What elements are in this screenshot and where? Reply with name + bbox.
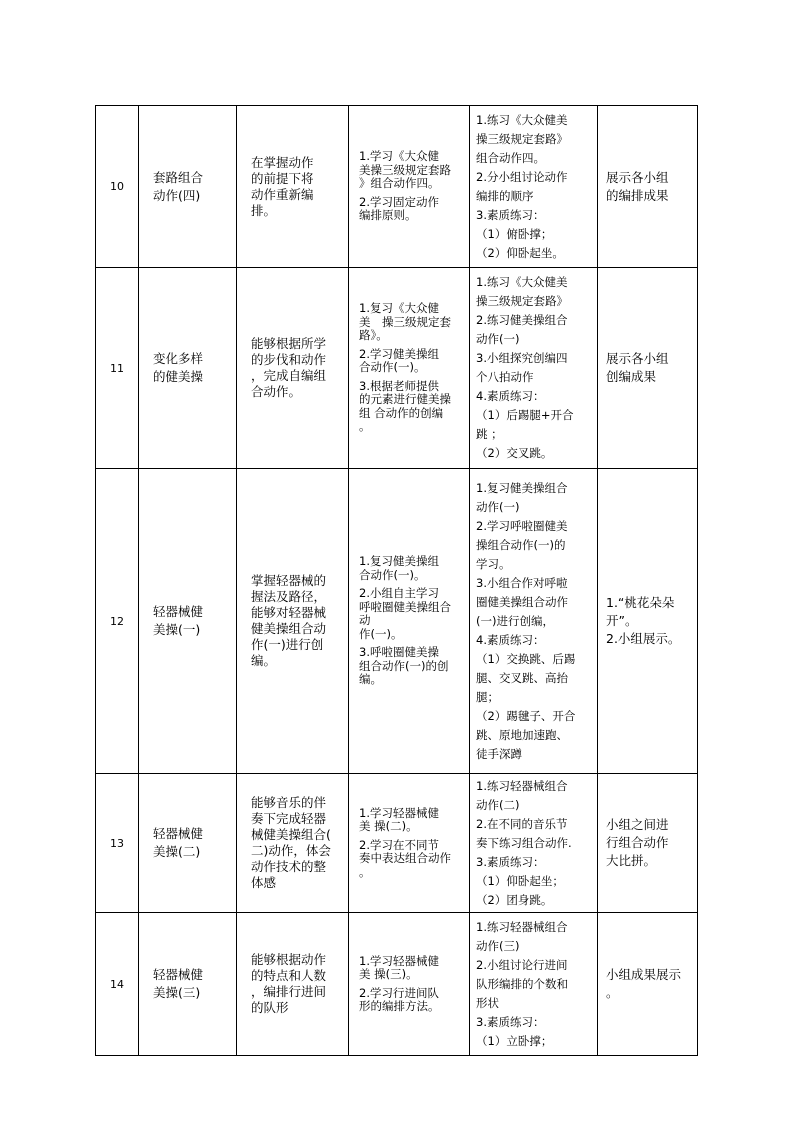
cell-line: 美操(二): [153, 844, 201, 859]
cell-line: （2）团身跳。: [476, 892, 553, 907]
unit-title: [139, 469, 237, 774]
lesson-content: [349, 469, 470, 774]
lesson-content: [349, 913, 470, 1056]
cell-line: 美操(一): [153, 622, 201, 637]
cell-line: 个八拍动作: [476, 370, 534, 384]
cell-line: 腿；: [476, 689, 499, 704]
cell-line: 械健美操组合(: [251, 827, 331, 842]
lesson-number: 14: [96, 913, 139, 1056]
cell-line: 1.复习健美操组合: [476, 480, 568, 495]
table-row: [96, 913, 698, 1056]
cell-line: 奏下完成轻器: [251, 811, 327, 826]
cell-line: 4.素质练习：: [476, 389, 545, 403]
cell-line: 3.根据老师提供: [359, 378, 439, 393]
cell-line: 美 操(二)。: [359, 819, 418, 834]
unit-title: [139, 774, 237, 913]
table-row: [96, 774, 698, 913]
cell-line: 3.素质练习：: [476, 1014, 545, 1029]
cell-line: 小组之间进: [606, 817, 669, 832]
cell-line: 》组合动作四。: [359, 176, 440, 191]
cell-line: 学习。: [476, 556, 511, 571]
cell-line: 掌握轻器械的: [251, 573, 327, 588]
cell-line: 操三级规定套路》: [476, 294, 568, 308]
cell-line: 动: [359, 613, 371, 628]
cell-line: （1）后踢腿+开合: [476, 408, 574, 422]
cell-line: 1.练习轻器械组合: [476, 919, 568, 934]
cell-line: 合动作。: [251, 384, 302, 399]
cell-line: 3.呼啦圈健美操: [359, 645, 439, 660]
cell-line: 美 操(三)。: [359, 967, 418, 981]
cell-line: 编排的顺序: [476, 188, 534, 203]
cell-line: 的特点和人数: [251, 968, 327, 983]
cell-line: 动作(四): [153, 187, 201, 203]
cell-line: 编排原则。: [359, 208, 417, 223]
cell-line: 排。: [251, 202, 277, 218]
cell-line: 。: [359, 419, 371, 434]
cell-line: 握法及路径，: [251, 589, 327, 604]
cell-line: 动作(三): [476, 938, 520, 953]
cell-line: （1）仰卧起坐；: [476, 873, 564, 888]
cell-line: 套路组合: [153, 169, 204, 185]
cell-line: 1.“桃花朵朵: [606, 595, 675, 610]
cell-line: 能够根据所学: [251, 336, 327, 351]
teaching-method: [470, 774, 598, 913]
cell-line: 。: [359, 864, 371, 879]
teaching-method: [470, 106, 598, 268]
cell-line: 2.小组展示。: [606, 631, 681, 646]
cell-line: 编。: [359, 672, 382, 687]
cell-line: 形的编排方法。: [359, 999, 440, 1013]
evaluation: [598, 268, 698, 469]
cell-line: 作(一)进行创: [251, 637, 324, 652]
evaluation: [598, 469, 698, 774]
cell-line: 能够对轻器械: [251, 605, 327, 620]
cell-line: 2.在不同的音乐节: [476, 816, 568, 831]
cell-line: (一)进行创编，: [476, 613, 554, 628]
cell-line: ，编排行进间: [251, 984, 327, 999]
cell-line: 2.学习健美操组: [359, 346, 439, 361]
learning-goal: [237, 774, 349, 913]
cell-line: 2.学习在不同节: [359, 837, 439, 852]
cell-line: 奏中表达组合动作: [359, 851, 451, 866]
cell-line: （1）交换跳、后踢: [476, 651, 576, 666]
table-row: [96, 106, 698, 268]
cell-line: 2.小组自主学习: [359, 586, 439, 601]
cell-line: 创编成果: [606, 369, 657, 384]
cell-line: 1.复习《大众健: [359, 301, 439, 316]
cell-line: 的编排成果: [606, 187, 669, 203]
cell-line: 操组合动作(一)的: [476, 537, 566, 552]
cell-line: 跳、原地加速跑、: [476, 727, 568, 742]
lesson-content: [349, 268, 470, 469]
cell-line: 二)动作，体会: [251, 843, 331, 858]
cell-line: 1.复习健美操组: [359, 554, 439, 569]
cell-line: （2）交叉跳。: [476, 446, 553, 460]
cell-line: 动作(一): [476, 499, 520, 514]
lesson-content: [349, 774, 470, 913]
cell-line: 作(一)。: [359, 626, 403, 641]
cell-line: 动作重新编: [251, 186, 314, 202]
cell-line: 组合动作四。: [476, 150, 545, 165]
cell-line: 的步伐和动作: [251, 352, 327, 367]
evaluation: [598, 106, 698, 268]
cell-line: 动作技术的整: [251, 859, 327, 874]
cell-line: 3.小组探究创编四: [476, 351, 568, 365]
cell-line: 变化多样: [153, 351, 204, 366]
cell-line: 的健美操: [153, 369, 204, 384]
cell-line: 体感: [251, 875, 277, 890]
cell-line: 动作(一): [476, 332, 520, 346]
learning-goal: [237, 469, 349, 774]
cell-line: 呼啦圈健美操组合: [359, 599, 451, 614]
cell-line: 展示各小组: [606, 169, 669, 185]
cell-line: 美 操三级规定套: [359, 314, 451, 329]
unit-title: [139, 268, 237, 469]
cell-line: 轻器械健: [153, 967, 204, 982]
cell-line: 2.学习固定动作: [359, 194, 439, 209]
evaluation: [598, 774, 698, 913]
cell-line: 奏下练习组合动作.: [476, 835, 572, 850]
cell-line: 在掌握动作: [251, 154, 314, 170]
cell-line: 组合动作(一)的创: [359, 658, 449, 673]
cell-line: 操三级规定套路》: [476, 131, 568, 146]
lesson-number: 13: [96, 774, 139, 913]
teaching-method: [470, 268, 598, 469]
cell-line: 的队形: [251, 1000, 289, 1015]
teaching-method: [470, 913, 598, 1056]
cell-line: （2）仰卧起坐。: [476, 245, 564, 260]
lesson-plan-table: [95, 105, 697, 1056]
cell-line: 轻器械健: [153, 604, 204, 619]
lesson-number: 12: [96, 469, 139, 774]
cell-line: 2.练习健美操组合: [476, 313, 568, 327]
lesson-table: [95, 105, 698, 1056]
cell-line: 2.分小组讨论动作: [476, 169, 568, 184]
learning-goal: [237, 268, 349, 469]
cell-line: 2.学习行进间队: [359, 985, 439, 1000]
cell-line: 展示各小组: [606, 351, 669, 366]
evaluation: [598, 913, 698, 1056]
cell-line: 小组成果展示: [606, 967, 682, 982]
cell-line: 3.素质练习：: [476, 854, 545, 869]
cell-line: 跳 ；: [476, 427, 503, 441]
cell-line: 1.练习《大众健美: [476, 275, 568, 289]
cell-line: 健美操组合动: [251, 621, 327, 636]
cell-line: 行组合动作: [606, 835, 669, 850]
learning-goal: [237, 913, 349, 1056]
cell-line: 徒手深蹲: [476, 746, 522, 761]
cell-line: 轻器械健: [153, 826, 204, 841]
learning-goal: [237, 106, 349, 268]
cell-line: 。: [606, 985, 619, 1000]
cell-line: 1.学习轻器械健: [359, 953, 439, 968]
cell-line: 2.学习呼啦圈健美: [476, 518, 568, 533]
cell-line: 能够音乐的伴: [251, 795, 327, 810]
cell-line: 腿、交叉跳、高抬: [476, 670, 568, 685]
cell-line: 美操(三): [153, 985, 201, 1000]
table-body: [96, 106, 698, 1056]
cell-line: ，完成自编组: [251, 368, 327, 383]
cell-line: 1.学习轻器械健: [359, 805, 439, 820]
table-row: [96, 469, 698, 774]
table-row: [96, 268, 698, 469]
cell-line: 美操三级规定套路: [359, 162, 451, 177]
cell-line: 1.练习《大众健美: [476, 112, 568, 127]
cell-line: 编。: [251, 653, 277, 668]
unit-title: [139, 106, 237, 268]
cell-line: 的元素进行健美操: [359, 392, 451, 407]
cell-line: 2.小组讨论行进间: [476, 957, 568, 972]
teaching-method: [470, 469, 598, 774]
cell-line: 队形编排的个数和: [476, 976, 568, 991]
cell-line: 形状: [476, 995, 499, 1010]
lesson-number: 10: [96, 106, 139, 268]
cell-line: （1）立卧撑；: [476, 1033, 553, 1048]
cell-line: 圈健美操组合动作: [476, 594, 568, 609]
cell-line: 的前提下将: [251, 170, 314, 186]
cell-line: 3.小组合作对呼啦: [476, 575, 568, 590]
unit-title: [139, 913, 237, 1056]
cell-line: 能够根据动作: [251, 952, 327, 967]
cell-line: （2）踢毽子、开合: [476, 708, 576, 723]
lesson-number: 11: [96, 268, 139, 469]
cell-line: 3.素质练习：: [476, 207, 545, 222]
cell-line: （1）俯卧撑；: [476, 226, 553, 241]
cell-line: 1.练习轻器械组合: [476, 778, 568, 793]
lesson-content: [349, 106, 470, 268]
cell-line: 开”。: [606, 613, 638, 628]
cell-line: 组 合动作的创编: [359, 405, 444, 420]
cell-line: 动作(二): [476, 797, 520, 812]
cell-line: 合动作(一)。: [359, 360, 426, 375]
cell-line: 1.学习《大众健: [359, 149, 439, 164]
cell-line: 路》。: [359, 328, 388, 343]
cell-line: 大比拼。: [606, 853, 657, 868]
cell-line: 合动作(一)。: [359, 567, 426, 582]
cell-line: 4.素质练习：: [476, 632, 545, 647]
